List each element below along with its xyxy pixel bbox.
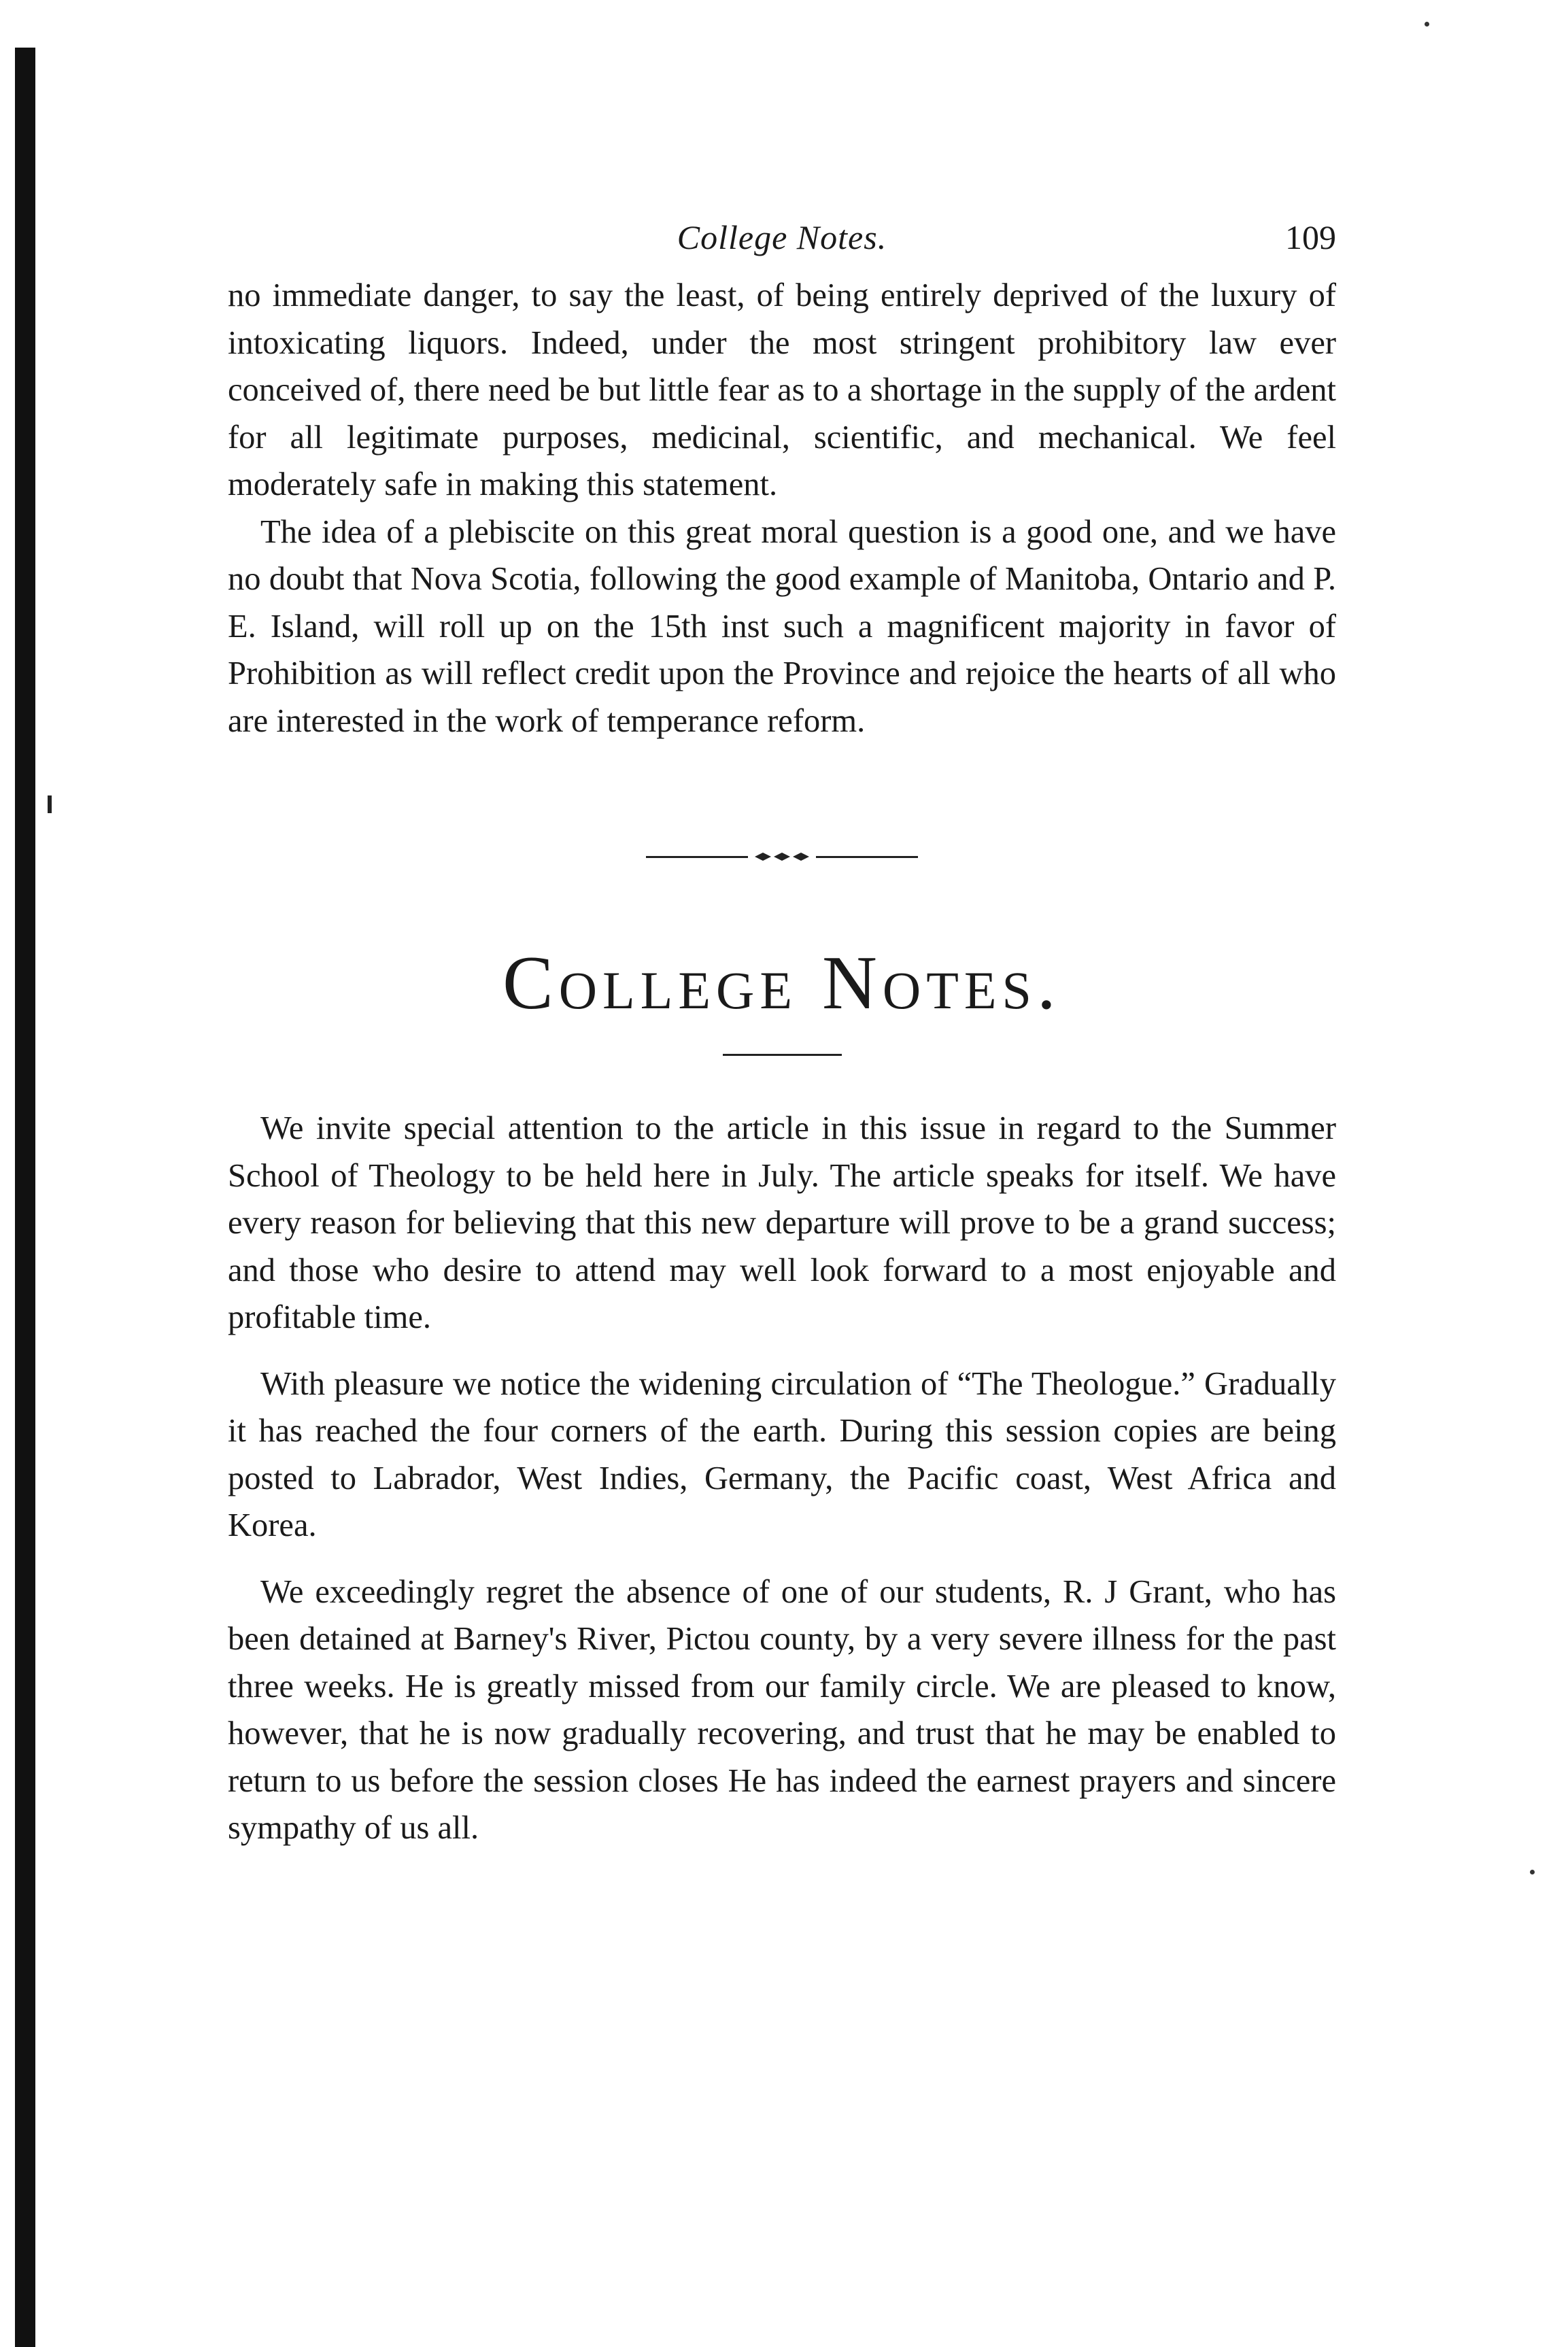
running-head: [228, 218, 1336, 272]
plebiscite-paragraph: The idea of a plebiscite on this great moral question is a good one, and we have no doubt that Nova Scotia, following the good example of Manitoba, Ontario and P. E. Island, will roll up on the 15th inst such a magnificent majority in favor of Prohibition as will reflect credit upon the Province and rejoice the hearts of all who are interested in the work of temperance reform.: [228, 513, 1336, 739]
binding-mark: [48, 795, 52, 813]
heading-rule: [723, 1054, 842, 1056]
ink-speck: [1530, 1870, 1535, 1874]
circulation-paragraph: With pleasure we notice the widening circulation of “The Theologue.” Gradually it has reached the four corners of the earth. During this session copies are being posted to Labrador, West Indies, Germany, the Pacific coast, West Africa and Korea.: [228, 1365, 1336, 1543]
diamond-ornament-icon: [748, 850, 816, 863]
book-page: [228, 218, 1336, 1852]
summer-school-paragraph: We invite special attention to the article in this issue in regard to the Summer School of Theology to be held here in July. The article speaks for itself. We have every reason for believing that this new departure will prove to be a grand success; and those who desire to attend may well look forward to a most enjoyable and profitable time.: [228, 1110, 1336, 1335]
section-heading: College Notes.: [502, 941, 1061, 1025]
section-divider-ornament: [646, 850, 918, 863]
student-illness-paragraph: We exceedingly regret the absence of one of our students, R. J Grant, who has been detained at Barney's River, Pictou county, by a very severe illness for the past three weeks. He is greatly missed from our family circle. We are pleased to know, however, that he is now gradually recovering, and trust that he may be enabled to return to us before the session closes He has indeed the earnest prayers and sincere sympathy of us all.: [228, 1573, 1336, 1846]
running-title: College Notes.: [677, 218, 887, 256]
binding-edge: [15, 48, 35, 2347]
page-number: 109: [1285, 218, 1336, 256]
continued-paragraph: no immediate danger, to say the least, of being entirely deprived of the luxury of intoxicating liquors. Indeed, under the most stringent prohibitory law ever conceived of, there need be but little fear as to a shortage in the supply of the ardent for all legitimate purposes, medicinal, scientific, and mechanical. We feel moderately safe in making this statement.: [228, 277, 1336, 502]
ink-speck: [1425, 22, 1429, 27]
